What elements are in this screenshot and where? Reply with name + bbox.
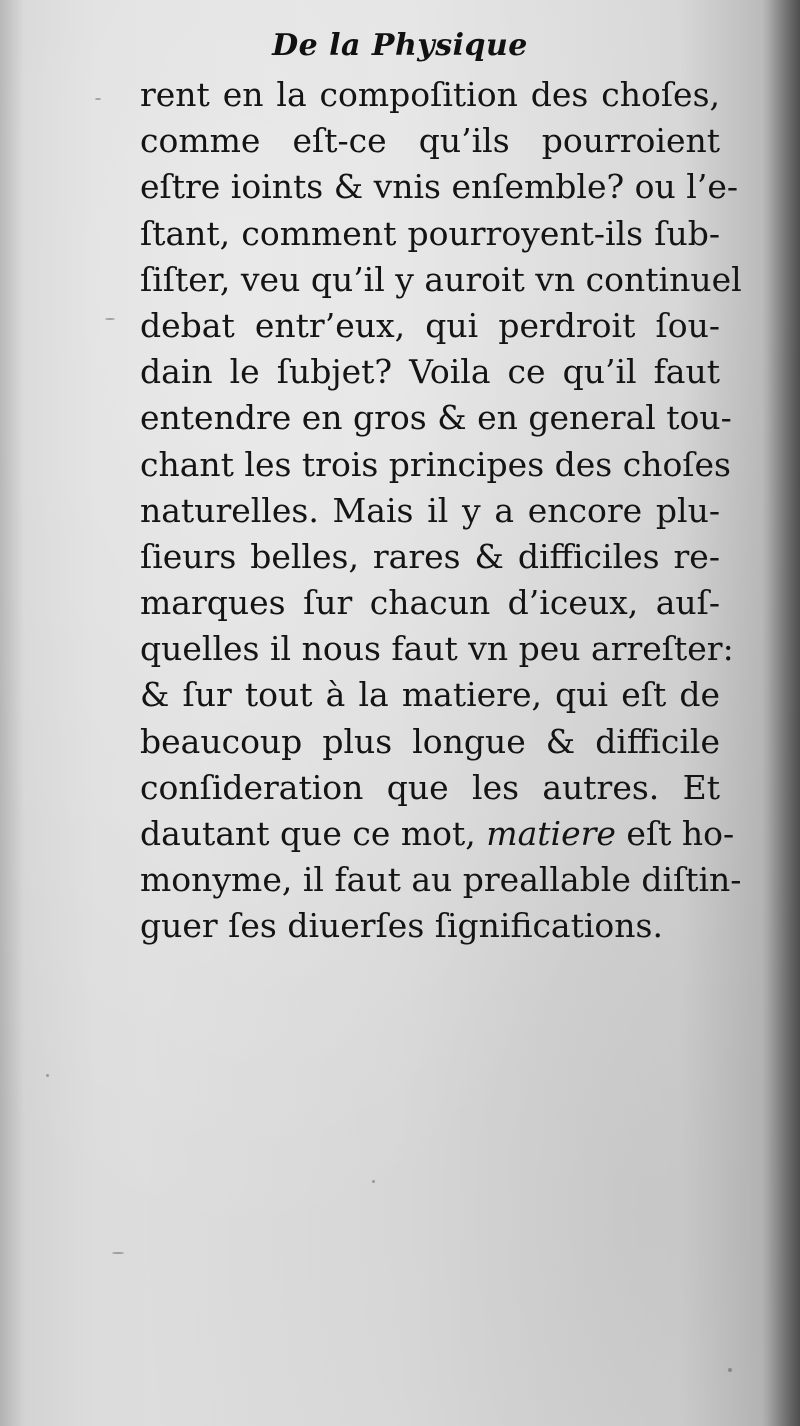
italic-term: matiere [486,814,616,853]
paper-speck [105,318,115,320]
text-line: & ſur tout à la matiere, qui eſt de [140,675,720,715]
text-line: eſtre ioints & vnis enſemble? ou l’e- [140,167,738,207]
text-line: entendre en gros & en general tou- [140,398,732,438]
text-line [140,811,735,857]
text-line: dain le ſubjet? Voila ce qu’il faut [140,352,720,392]
running-head: De la Physique [272,28,528,63]
paper-speck [112,1252,124,1254]
text-line: ſieurs belles, rares & difficiles re- [140,536,720,576]
text-line: ſiſter, veu qu’il y auroit vn continuel [140,259,742,299]
text-line: chant les trois principes des choſes [140,444,731,484]
text-line: quelles il nous faut vn peu arreſter: [140,629,734,669]
body-text [140,72,742,950]
text-line: beaucoup plus longue & difficile [140,721,720,761]
text-line: monyme, il faut au preallable diſtin- [140,860,742,900]
text-line: marques ſur chacun d’iceux, auſ- [140,583,720,623]
text-line: ſtant, comment pourroyent-ils ſub- [140,213,720,253]
paper-speck [728,1368,732,1372]
paper-speck [372,1180,375,1183]
line-text: dautant que ce mot, [140,814,487,853]
text-line: guer ſes diuerſes ſignifications. [140,906,663,946]
text-line: naturelles. Mais il y a encore plu- [140,490,720,530]
text-line: debat entr’eux, qui perdroit ſou- [140,305,720,345]
text-line: rent en la compoſition des choſes, [140,75,720,114]
paper-speck [46,1074,49,1077]
page-edge-shadow [762,0,800,1426]
text-line: conſideration que les autres. Et [140,767,720,807]
paper-speck [95,98,101,100]
line-text: eſt ho- [615,814,735,853]
text-line: comme eſt-ce qu’ils pourroient [140,121,720,161]
show-through-texture [130,885,720,931]
gutter-shadow [0,0,24,1426]
